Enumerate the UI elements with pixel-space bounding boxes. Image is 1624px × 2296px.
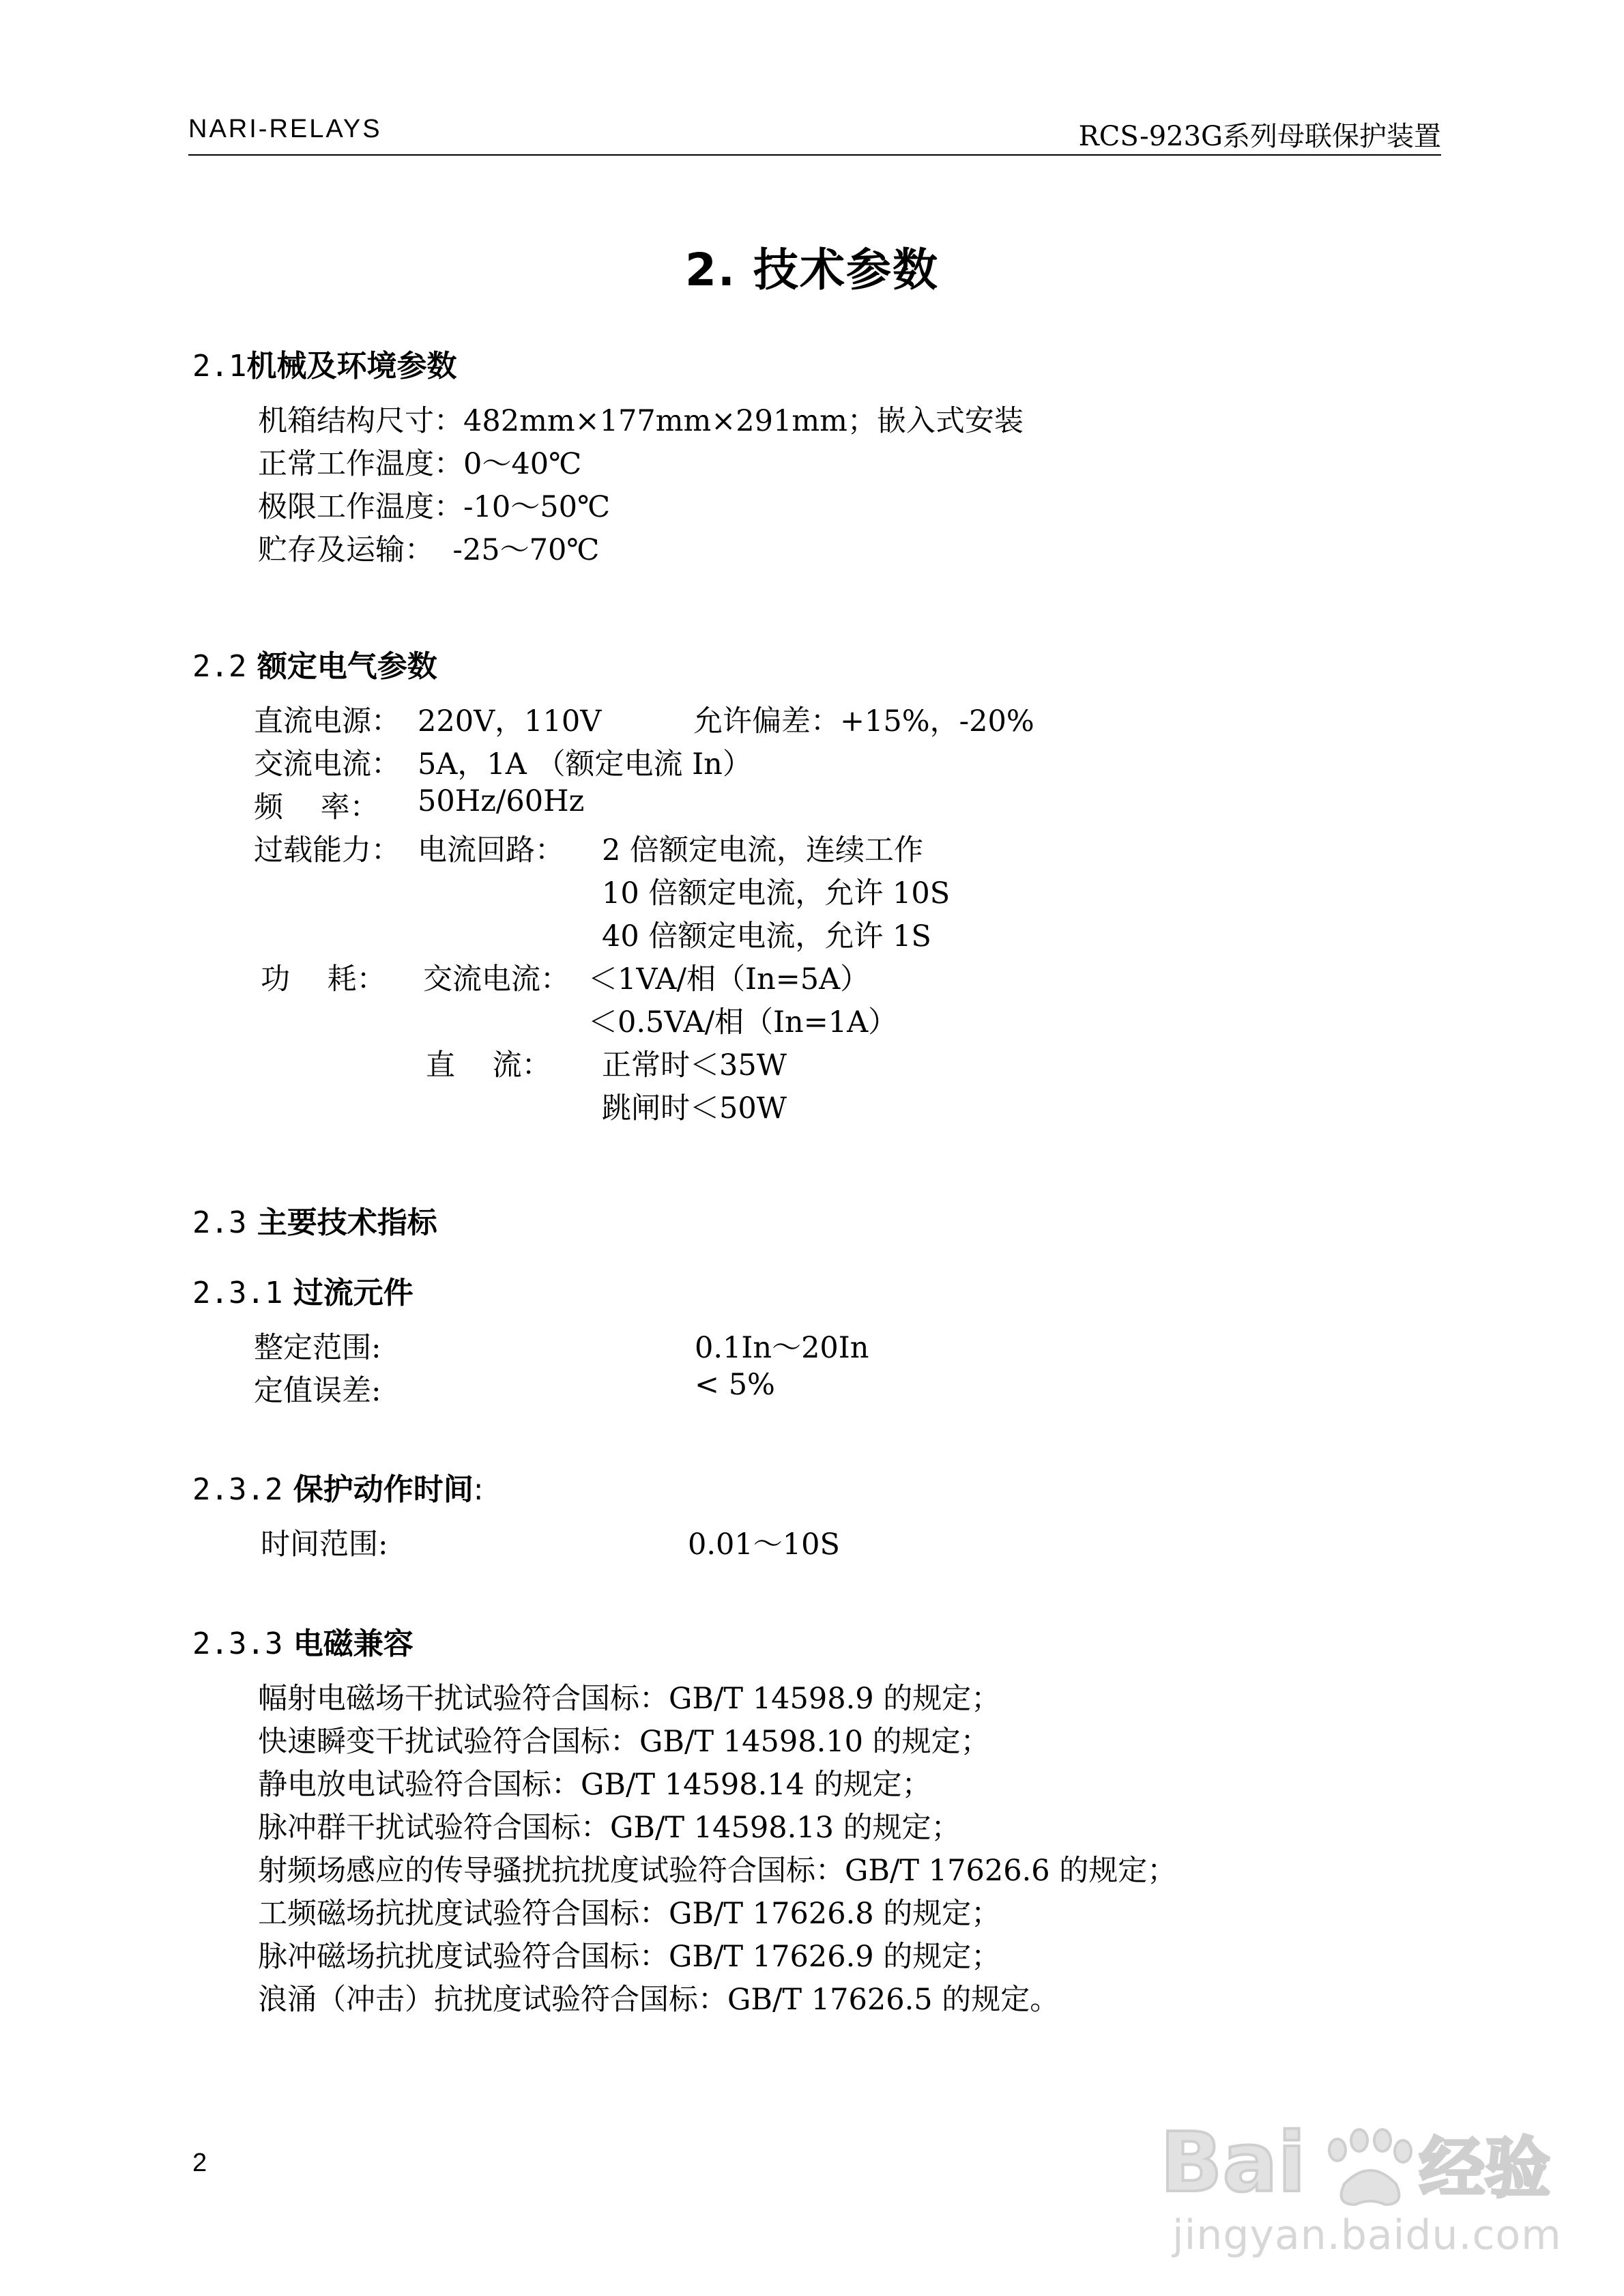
- time-range-label: 时间范围:: [261, 1527, 388, 1562]
- header-document-title: RCS-923G系列母联保护装置: [1078, 121, 1441, 152]
- header-rule: [188, 154, 1441, 156]
- section-number: 2.3: [192, 1205, 247, 1240]
- section-number: 2.3.2: [192, 1472, 283, 1507]
- time-range-value: 0.01～10S: [688, 1527, 840, 1562]
- section-2-3-heading: [192, 1198, 437, 1242]
- header-brand: NARI-RELAYS: [188, 115, 382, 143]
- svg-text:经验: 经验: [1419, 2130, 1550, 2207]
- emc-line-7: 脉冲磁场抗扰度试验符合国标：GB/T 17626.9 的规定；: [258, 1940, 1001, 1974]
- setting-error-value: < 5%: [695, 1368, 775, 1402]
- s21-line-3: 极限工作温度：-10～50℃: [258, 490, 611, 524]
- section-title: 机械及环境参数: [246, 349, 457, 384]
- frequency-label: 频 率：: [254, 790, 379, 824]
- section-2-3-2-heading: [192, 1465, 484, 1508]
- section-title: 电磁兼容: [293, 1626, 414, 1661]
- section-title-colon: :: [473, 1472, 484, 1507]
- emc-line-4: 脉冲群干扰试验符合国标：GB/T 14598.13 的规定；: [258, 1811, 961, 1845]
- ac-current-value: 5A，1A （额定电流 In）: [418, 747, 752, 781]
- overload-circuit-label: 电流回路：: [418, 833, 564, 867]
- section-number: 2.1: [192, 349, 247, 384]
- power-dc-label: 直 流：: [426, 1048, 551, 1082]
- s21-line-1: 机箱结构尺寸：482mm×177mm×291mm；嵌入式安装: [258, 404, 1024, 438]
- power-ac-line-1: ＜1VA/相（In=5A）: [588, 962, 870, 996]
- emc-line-3: 静电放电试验符合国标：GB/T 14598.14 的规定；: [258, 1768, 931, 1802]
- emc-line-6: 工频磁场抗扰度试验符合国标：GB/T 17626.8 的规定；: [258, 1897, 1001, 1931]
- section-2-3-3-heading: [192, 1619, 414, 1663]
- emc-line-2: 快速瞬变干扰试验符合国标：GB/T 14598.10 的规定；: [258, 1725, 990, 1759]
- section-2-2-heading: [192, 642, 437, 685]
- section-title: 额定电气参数: [257, 649, 437, 684]
- setting-range-value: 0.1In～20In: [695, 1331, 869, 1365]
- power-consumption-label: 功 耗：: [261, 962, 386, 996]
- overload-line-1: 2 倍额定电流，连续工作: [602, 833, 924, 867]
- power-ac-label: 交流电流：: [423, 962, 570, 996]
- dc-supply-value: 220V，110V: [418, 704, 602, 738]
- setting-range-label: 整定范围:: [254, 1331, 381, 1365]
- section-title: 过流元件: [293, 1276, 414, 1310]
- page-number: 2: [192, 2149, 207, 2177]
- power-dc-line-2: 跳闸时＜50W: [602, 1091, 787, 1125]
- section-2-3-1-heading: [192, 1268, 414, 1312]
- setting-error-label: 定值误差:: [254, 1374, 381, 1408]
- section-2-1-heading: [192, 341, 456, 385]
- svg-text:Bai: Bai: [1160, 2116, 1306, 2211]
- watermark-url: jingyan.baidu.com: [1172, 2211, 1562, 2259]
- power-dc-line-1: 正常时＜35W: [602, 1048, 787, 1082]
- overload-line-3: 40 倍额定电流，允许 1S: [602, 919, 931, 953]
- s21-line-2: 正常工作温度：0～40℃: [258, 447, 582, 481]
- emc-line-5: 射频场感应的传导骚扰抗扰度试验符合国标：GB/T 17626.6 的规定；: [258, 1854, 1177, 1888]
- dc-supply-tolerance: 允许偏差：+15%，-20%: [693, 704, 1034, 738]
- section-title: 主要技术指标: [257, 1205, 437, 1240]
- ac-current-label: 交流电流：: [254, 747, 401, 781]
- section-number: 2.2: [192, 649, 247, 684]
- s21-line-4: 贮存及运输： -25～70℃: [258, 533, 600, 567]
- overload-line-2: 10 倍额定电流，允许 10S: [602, 876, 951, 910]
- section-number: 2.3.1: [192, 1276, 283, 1310]
- dc-supply-label: 直流电源：: [254, 704, 401, 738]
- emc-line-8: 浪涌（冲击）抗扰度试验符合国标：GB/T 17626.5 的规定。: [258, 1983, 1060, 2017]
- frequency-value: 50Hz/60Hz: [418, 784, 585, 818]
- power-ac-line-2: ＜0.5VA/相（In=1A）: [588, 1005, 898, 1039]
- section-number: 2.3.3: [192, 1626, 283, 1661]
- chapter-title: 2. 技术参数: [685, 244, 939, 296]
- overload-label: 过载能力：: [254, 833, 401, 867]
- emc-line-1: 幅射电磁场干扰试验符合国标：GB/T 14598.9 的规定；: [258, 1682, 1001, 1716]
- section-title: 保护动作时间: [293, 1472, 474, 1507]
